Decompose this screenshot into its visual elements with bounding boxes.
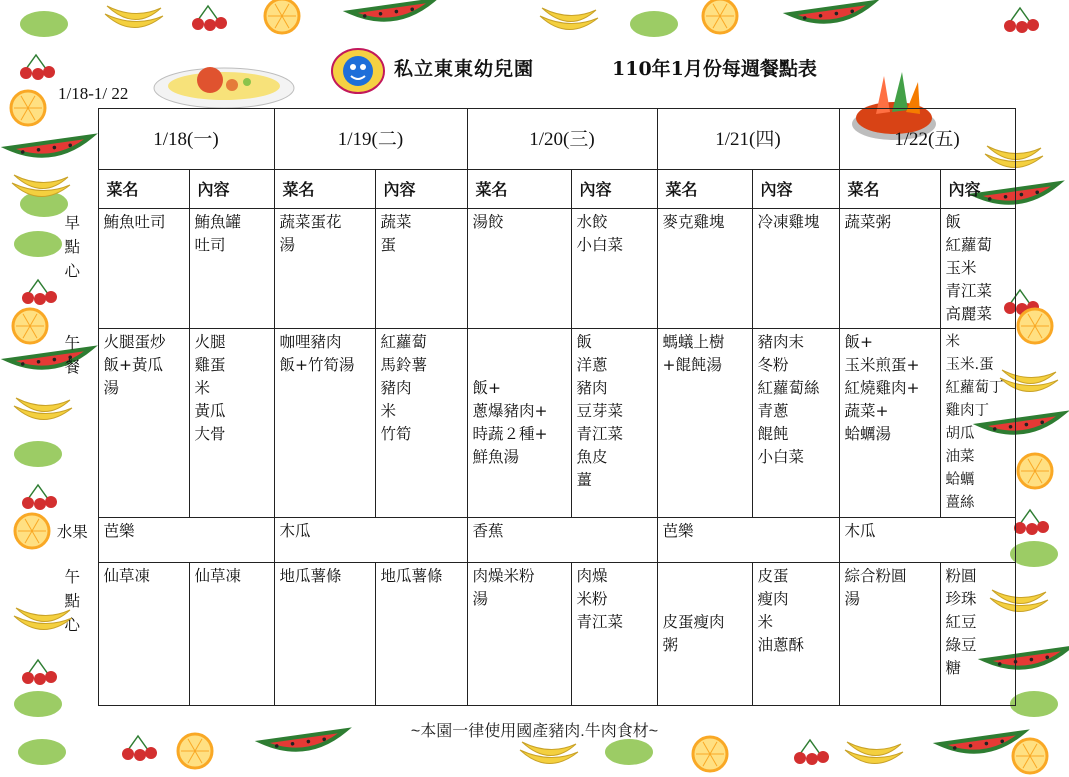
fruit-cell: 芭樂	[657, 518, 839, 563]
column-header-row	[47, 170, 1015, 209]
dish-name: 地瓜薯條	[274, 563, 375, 706]
day-header: 1/20(三)	[467, 109, 657, 170]
weekly-menu-table	[47, 108, 1016, 706]
day-header: 1/18(一)	[98, 109, 274, 170]
dish-name: 咖哩豬肉 飯+竹筍湯	[274, 329, 375, 518]
col-header-name: 菜名	[657, 170, 752, 209]
day-header: 1/19(二)	[274, 109, 467, 170]
cherry-icon	[794, 740, 829, 765]
week-range: 1/18-1/ 22	[58, 84, 129, 103]
menu-title: 110年1月份每週餐點表	[612, 58, 817, 80]
corner-cell	[47, 109, 98, 170]
fruit-row	[47, 518, 1015, 563]
dish-name: 鮪魚吐司	[98, 209, 189, 329]
lunch-row	[47, 329, 1015, 518]
fruit-cell: 香蕉	[467, 518, 657, 563]
date-header-row	[47, 109, 1015, 170]
dish-name: 仙草凍	[98, 563, 189, 706]
dish-name: 皮蛋瘦肉 粥	[657, 563, 752, 706]
dish-content: 仙草凍	[189, 563, 274, 706]
dish-content: 冷凍雞塊	[752, 209, 839, 329]
corner-cell	[47, 170, 98, 209]
meal-label-fruit: 水果	[56, 522, 88, 541]
dish-name: 飯+ 蔥爆豬肉+ 時蔬２種+ 鮮魚湯	[467, 329, 571, 518]
dish-content: 飯 紅蘿蔔 玉米 青江菜 高麗菜	[940, 209, 1015, 329]
banana-icon	[520, 742, 578, 764]
dish-name: 肉燥米粉 湯	[467, 563, 571, 706]
meal-label-snack: 午 點 心	[64, 567, 80, 634]
snack-row	[47, 563, 1015, 706]
dish-content: 米 玉米.蛋 紅蘿蔔丁 雞肉丁 胡瓜 油菜 蛤蠣 薑絲	[940, 329, 1015, 518]
col-header-content: 內容	[752, 170, 839, 209]
lemon-slice-icon	[1013, 739, 1047, 773]
header	[0, 0, 1069, 110]
melon-icon	[18, 739, 66, 765]
meal-label-lunch: 午 餐	[64, 333, 80, 376]
lemon-slice-icon	[15, 514, 49, 548]
dish-content: 粉圓 珍珠 紅豆 綠豆 糖	[940, 563, 1015, 706]
col-header-name: 菜名	[467, 170, 571, 209]
fruit-cell: 木瓜	[274, 518, 467, 563]
dish-name: 麥克雞塊	[657, 209, 752, 329]
dish-content: 水餃 小白菜	[571, 209, 657, 329]
dish-content: 地瓜薯條	[375, 563, 467, 706]
dish-name: 蔬菜粥	[839, 209, 940, 329]
lemon-slice-icon	[13, 309, 47, 343]
dish-content: 肉燥 米粉 青江菜	[571, 563, 657, 706]
dish-name: 火腿蛋炒 飯+黃瓜 湯	[98, 329, 189, 518]
banana-icon	[845, 742, 903, 764]
col-header-content: 內容	[375, 170, 467, 209]
col-header-content: 內容	[940, 170, 1015, 209]
lemon-slice-icon	[693, 737, 727, 771]
school-logo-icon	[328, 46, 388, 96]
dish-name: 綜合粉圓 湯	[839, 563, 940, 706]
cherry-icon	[1014, 510, 1049, 535]
melon-icon	[1010, 691, 1058, 717]
dish-content: 飯 洋蔥 豬肉 豆芽菜 青江菜 魚皮 薑	[571, 329, 657, 518]
footer-note: ~本園一律使用國產豬肉.牛肉食材~	[410, 723, 659, 740]
dish-content: 蔬菜 蛋	[375, 209, 467, 329]
day-header: 1/21(四)	[657, 109, 839, 170]
breakfast-row	[47, 209, 1015, 329]
melon-icon	[1010, 541, 1058, 567]
food-plate-illustration	[152, 58, 297, 110]
col-header-content: 內容	[571, 170, 657, 209]
lemon-slice-icon	[1018, 309, 1052, 343]
dish-name: 湯餃	[467, 209, 571, 329]
col-header-name: 菜名	[274, 170, 375, 209]
dish-content: 紅蘿蔔 馬鈴薯 豬肉 米 竹筍	[375, 329, 467, 518]
dish-name: 螞蟻上樹 +餛飩湯	[657, 329, 752, 518]
meal-label-breakfast: 早 點 心	[64, 213, 80, 280]
fruit-cell: 木瓜	[839, 518, 1015, 563]
dish-content: 豬肉末 冬粉 紅蘿蔔絲 青蔥 餛飩 小白菜	[752, 329, 839, 518]
dish-content: 火腿 雞蛋 米 黃瓜 大骨	[189, 329, 274, 518]
dish-name: 蔬菜蛋花 湯	[274, 209, 375, 329]
fruit-cell: 芭樂	[98, 518, 274, 563]
dish-name: 飯+ 玉米煎蛋+ 紅燒雞肉+ 蔬菜+ 蛤蠣湯	[839, 329, 940, 518]
school-name: 私立東東幼兒園	[394, 58, 535, 80]
dish-content: 皮蛋 瘦肉 米 油蔥酥	[752, 563, 839, 706]
col-header-name: 菜名	[98, 170, 189, 209]
day-header: 1/22(五)	[839, 109, 1015, 170]
dish-content: 鮪魚罐 吐司	[189, 209, 274, 329]
col-header-content: 內容	[189, 170, 274, 209]
melon-icon	[605, 739, 653, 765]
col-header-name: 菜名	[839, 170, 940, 209]
lemon-slice-icon	[1018, 454, 1052, 488]
